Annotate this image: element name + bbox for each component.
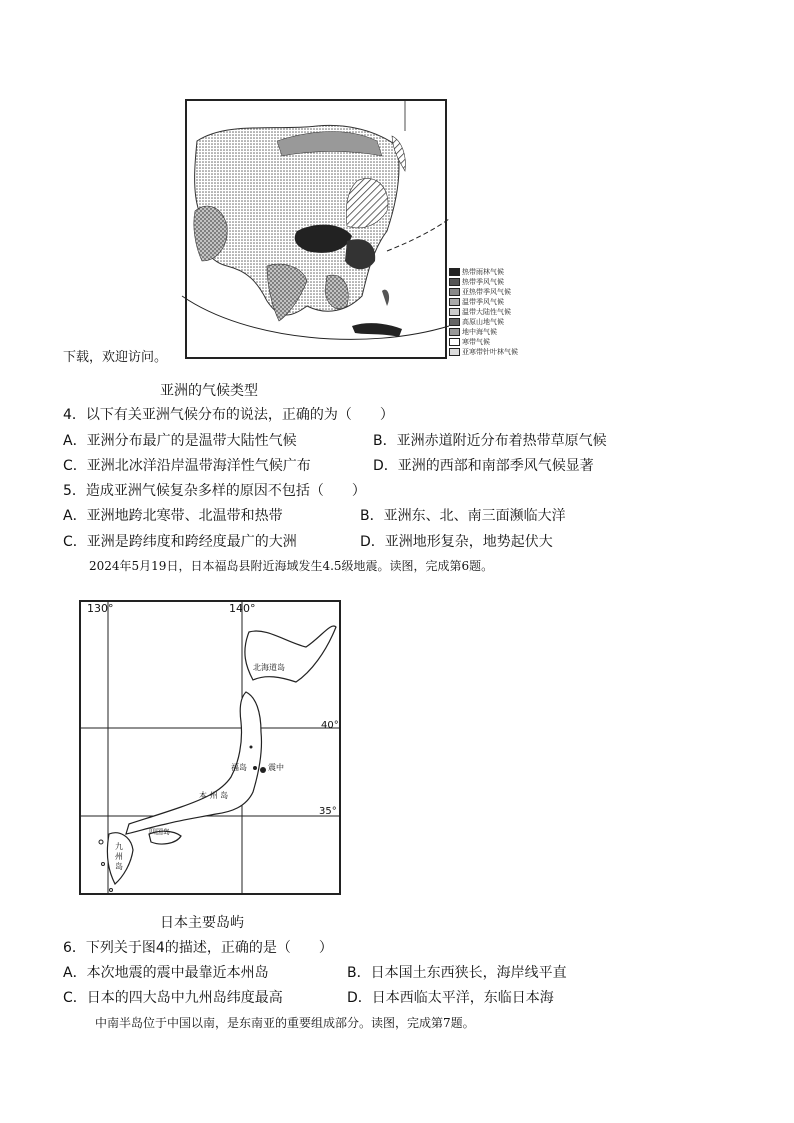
honshu-label: 本 州 岛 [199,791,229,800]
q5-option-c[interactable]: C．亚洲是跨纬度和跨经度最广的大洲 [63,534,297,550]
legend-item [449,287,511,297]
map1-caption: 亚洲的气候类型 [160,383,258,399]
legend-swatch [449,328,460,336]
legend-label: 高原山地气候 [462,318,504,326]
legend-swatch [449,288,460,296]
legend-label: 亚寒带针叶林气候 [462,348,518,356]
legend-item [449,277,504,287]
legend-label: 寒带气候 [462,338,490,346]
shikoku-label: 四国岛 [149,828,170,836]
q6-option-b[interactable]: B．日本国土东西狭长，海岸线平直 [347,965,567,981]
legend-item [449,327,497,337]
legend-item [449,347,518,357]
q4-stem: 4．以下有关亚洲气候分布的说法，正确的为（ ） [63,407,394,423]
q4-option-c[interactable]: C．亚洲北冰洋沿岸温带海洋性气候广布 [63,458,311,474]
legend-swatch [449,348,460,356]
legend-item [449,297,504,307]
q6-option-a[interactable]: A．本次地震的震中最靠近本州岛 [63,965,269,981]
q4-option-a[interactable]: A．亚洲分布最广的是温带大陆性气候 [63,433,297,449]
legend-swatch [449,338,460,346]
japan-islands-map [79,600,341,895]
legend-label: 地中海气候 [462,328,497,336]
q5-option-d[interactable]: D．亚洲地形复杂，地势起伏大 [360,534,553,550]
hokkaido-label: 北海道岛 [253,663,285,672]
q5-option-a[interactable]: A．亚洲地跨北寒带、北温带和热带 [63,508,283,524]
q4-option-b[interactable]: B．亚洲赤道附近分布着热带草原气候 [373,433,607,449]
longitude-140-label: 140° [229,602,256,615]
legend-label: 亚热带季风气候 [462,288,511,296]
q7-intro: 中南半岛位于中国以南，是东南亚的重要组成部分。读图，完成第7题。 [95,1016,475,1030]
download-note: 下载，欢迎访问。 [63,350,168,365]
legend-label: 温带大陆性气候 [462,308,511,316]
fukushima-label: 福岛 [231,763,247,772]
q4-option-d[interactable]: D．亚洲的西部和南部季风气候显著 [373,458,594,474]
legend-swatch [449,318,460,326]
legend-swatch [449,298,460,306]
legend-label: 温带季风气候 [462,298,504,306]
legend-swatch [449,278,460,286]
legend-item [449,317,504,327]
legend-label: 热带雨林气候 [462,268,504,276]
asia-climate-map-graphic [187,101,445,357]
q6-intro: 2024年5月19日，日本福岛县附近海域发生4.5级地震。读图，完成第6题。 [89,559,494,573]
q6-option-d[interactable]: D．日本西临太平洋，东临日本海 [347,990,554,1006]
q6-stem: 6．下列关于图4的描述，正确的是（ ） [63,940,333,956]
latitude-35-label: 35° [319,806,337,817]
legend-swatch [449,268,460,276]
legend-item [449,337,490,347]
q5-option-b[interactable]: B．亚洲东、北、南三面濒临大洋 [360,508,566,524]
q6-option-c[interactable]: C．日本的四大岛中九州岛纬度最高 [63,990,283,1006]
map2-caption: 日本主要岛屿 [160,915,244,931]
q5-stem: 5．造成亚洲气候复杂多样的原因不包括（ ） [63,483,366,499]
asia-climate-map [185,99,518,359]
legend-item [449,307,511,317]
longitude-130-label: 130° [87,602,114,615]
legend-item [449,267,504,277]
latitude-40-label: 40° [321,720,339,731]
legend-label: 热带季风气候 [462,278,504,286]
kyushu-label: 九州岛 [115,842,123,871]
epicenter-label: 震中 [268,763,284,772]
legend-swatch [449,308,460,316]
